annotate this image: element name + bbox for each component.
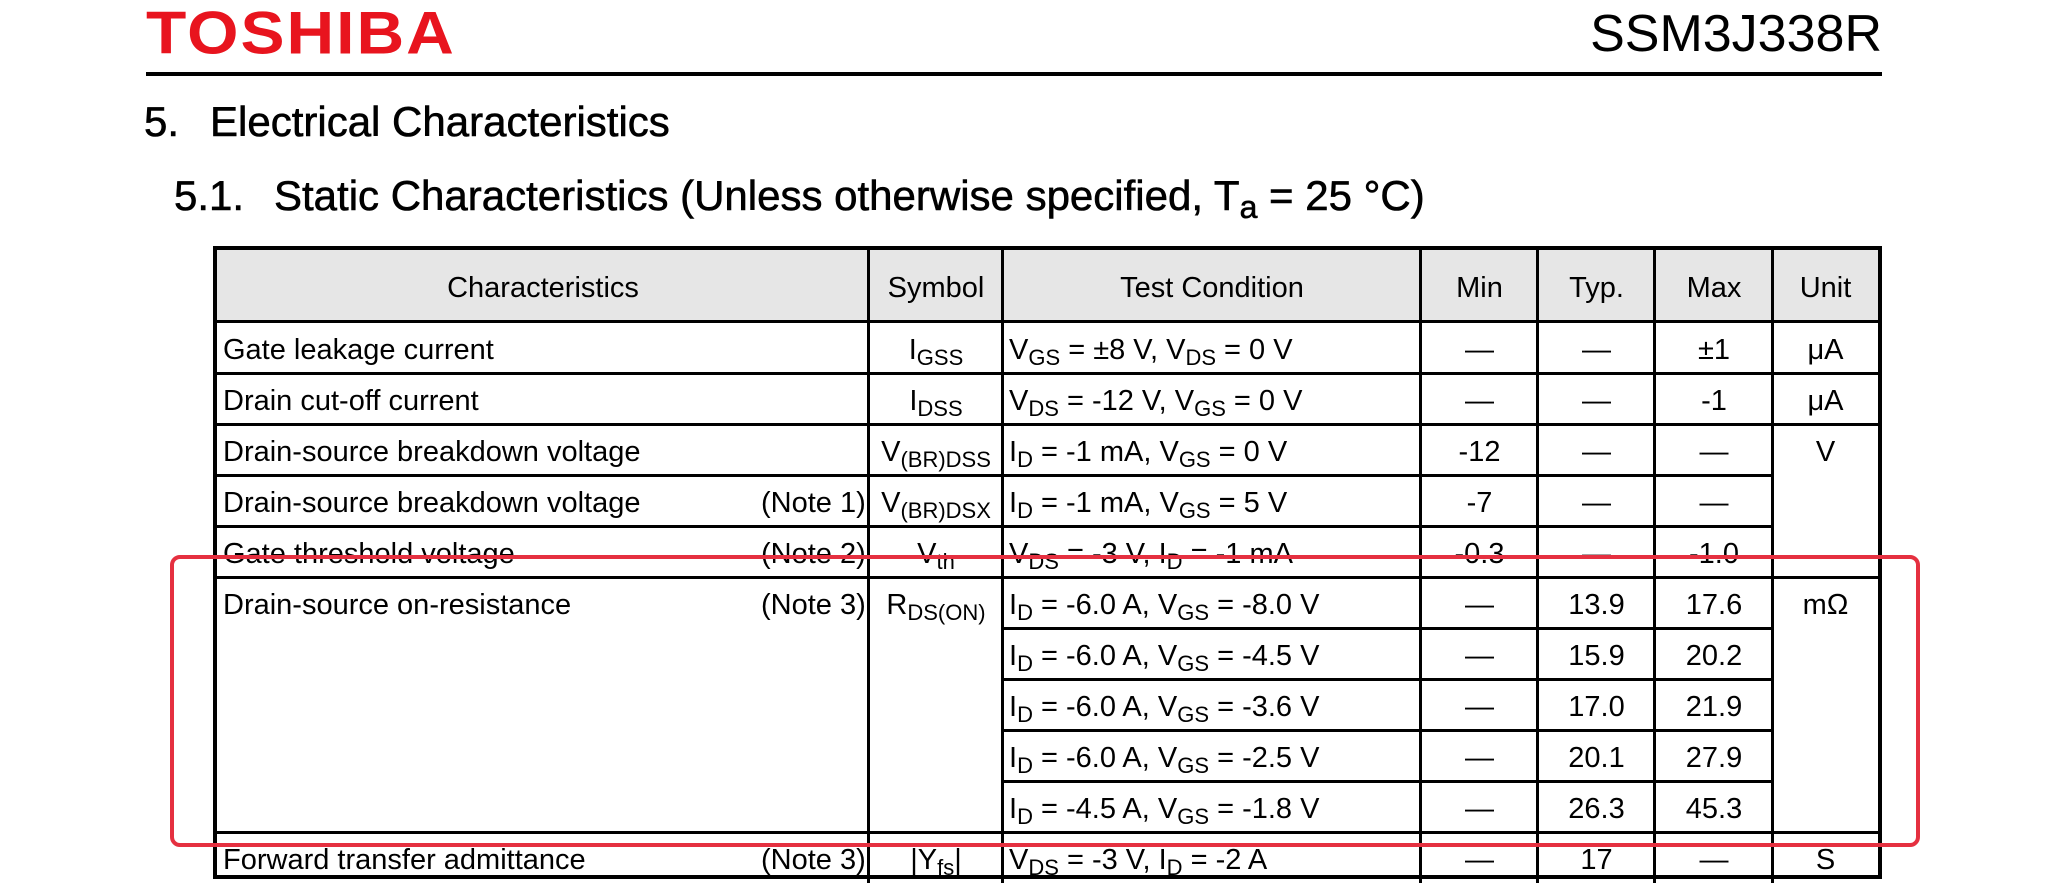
table-row-9-typ: 20.1 [1568,742,1625,774]
table-row-3-characteristic: Drain-source breakdown voltage [223,436,641,468]
table-row-4-symbol: $V_{(BR)DSX}$ [881,487,991,523]
table-row-11-symbol: $|Y_{fs}|$ [910,844,962,880]
table-row-5-rule [217,576,1878,579]
table-row-1-unit: μA [1807,334,1844,366]
table-row-1-min: — [1465,334,1494,366]
table-row-11-test-condition: $V_{DS} = -3$ V, $I_D = -2$ A [1009,844,1268,880]
table-row-3-max: — [1699,436,1729,468]
table-row-2-unit: μA [1807,385,1844,417]
table-row-8-test-condition: $I_D = -6.0$ A, $V_{GS} = -3.6$ V [1009,691,1320,727]
table-row-6-test-condition: $I_D = -6.0$ A, $V_{GS} = -8.0$ V [1009,589,1320,625]
table-row-11-note: (Note 3) [761,844,866,876]
table-row-9-max: 27.9 [1685,742,1743,774]
table-row-8-rule [1003,729,1773,732]
table-row-11-min: — [1465,844,1494,876]
subsection-title-end: = 25 °C) [1257,172,1425,219]
col-max-header: Max [1686,272,1742,304]
header-divider [146,72,1882,76]
table-row-5-min: -0.3 [1454,538,1505,570]
table-row-5-note: (Note 2) [761,538,866,570]
section-heading [144,98,670,146]
subsection-heading [174,172,1425,225]
table-row-3-symbol: $V_{(BR)DSS}$ [881,436,991,472]
table-row-1-characteristic: Gate leakage current [223,334,494,366]
subsection-title: Static Characteristics (Unless otherwise specified, T [274,172,1240,219]
table-row-5-max: -1.0 [1689,538,1739,570]
table-row-5-test-condition: $V_{DS} = -3$ V, $I_D = -1$ mA [1009,538,1293,574]
col-typ-header: Typ. [1569,272,1624,304]
table-row-11-unit: S [1815,844,1836,876]
table-row-1-max: ±1 [1697,334,1731,366]
table-row-3-test-condition: $I_D = -1$ mA, $V_{GS} = 0$ V [1009,436,1288,472]
table-row-2-max: -1 [1701,385,1727,417]
col-characteristics-header: Characteristics [447,272,639,304]
table-row-1-rule [217,372,1878,375]
table-row-10-test-condition: $I_D = -4.5$ A, $V_{GS} = -1.8$ V [1009,793,1320,829]
table-row-6-unit: mΩ [1802,589,1849,621]
table-row-7-typ: 15.9 [1568,640,1625,672]
subsection-number: 5.1. [174,172,245,219]
static-characteristics-table [213,246,1882,879]
table-row-9-min: — [1465,742,1494,774]
table-row-11-max: — [1699,844,1729,876]
table-row-3-rule [217,474,1773,477]
col-unit-header: Unit [1799,272,1852,304]
col-test-condition-header: Test Condition [1120,272,1304,304]
table-row-3-typ: — [1582,436,1611,468]
table-row-11-characteristic: Forward transfer admittance [223,844,586,876]
table-row-10-typ: 26.3 [1568,793,1625,825]
table-row-7-min: — [1465,640,1494,672]
table-row-4-max: — [1699,487,1729,519]
table-row-4-characteristic: Drain-source breakdown voltage [223,487,641,519]
table-row-6-min: — [1465,589,1494,621]
table-row-5-typ: — [1582,538,1611,570]
toshiba-logo: TOSHIBA [146,0,456,67]
col-min-header: Min [1456,272,1503,304]
table-row-6-note: (Note 3) [761,589,866,621]
table-row-6-max: 17.6 [1685,589,1743,621]
table-row-1-test-condition: $V_{GS} = \pm 8$ V, $V_{DS} = 0$ V [1009,334,1293,370]
table-row-7-rule [1003,678,1773,681]
table-row-6-rule [1003,627,1773,630]
table-row-4-test-condition: $I_D = -1$ mA, $V_{GS} = 5$ V [1009,487,1288,523]
table-row-2-test-condition: $V_{DS} = -12$ V, $V_{GS} = 0$ V [1009,385,1303,421]
table-row-4-rule [217,525,1773,528]
table-row-7-test-condition: $I_D = -6.0$ A, $V_{GS} = -4.5$ V [1009,640,1320,676]
table-row-7-max: 20.2 [1685,640,1743,672]
table-row-10-min: — [1465,793,1494,825]
header-rule [217,320,1878,323]
table-row-1-typ: — [1582,334,1611,366]
table-row-8-typ: 17.0 [1568,691,1625,723]
table-row-10-max: 45.3 [1685,793,1743,825]
table-row-2-symbol: $I_{DSS}$ [909,385,963,421]
table-row-2-min: — [1465,385,1494,417]
subsection-title-sub: a [1239,189,1258,225]
table-row-2-typ: — [1582,385,1611,417]
table-row-6-typ: 13.9 [1568,589,1625,621]
table-row-8-max: 21.9 [1685,691,1743,723]
table-row-3-min: -12 [1458,436,1501,468]
table-row-5-symbol: $V_{th}$ [917,538,955,574]
table-row-6-characteristic: Drain-source on-resistance [223,589,572,621]
section-number: 5. [144,98,180,145]
table-row-2-characteristic: Drain cut-off current [223,385,479,417]
part-number: SSM3J338R [1590,5,1882,63]
table-row-2-rule [217,423,1878,426]
table-row-4-note: (Note 1) [761,487,866,519]
table-row-11-typ: 17 [1580,844,1613,876]
table-row-5-characteristic: Gate threshold voltage [223,538,515,570]
table-row-1-symbol: $I_{GSS}$ [908,334,964,370]
table-row-8-min: — [1465,691,1494,723]
section-title: Electrical Characteristics [210,98,670,145]
table-row-9-test-condition: $I_D = -6.0$ A, $V_{GS} = -2.5$ V [1009,742,1320,778]
table-row-6-symbol: $R_{DS(ON)}$ [886,589,986,625]
table-row-10-rule [217,831,1878,834]
col-symbol-header: Symbol [887,272,985,304]
table-row-9-rule [1003,780,1773,783]
table-row-3-unit: V [1815,436,1836,468]
table-row-4-min: -7 [1466,487,1493,519]
table-row-4-typ: — [1582,487,1611,519]
